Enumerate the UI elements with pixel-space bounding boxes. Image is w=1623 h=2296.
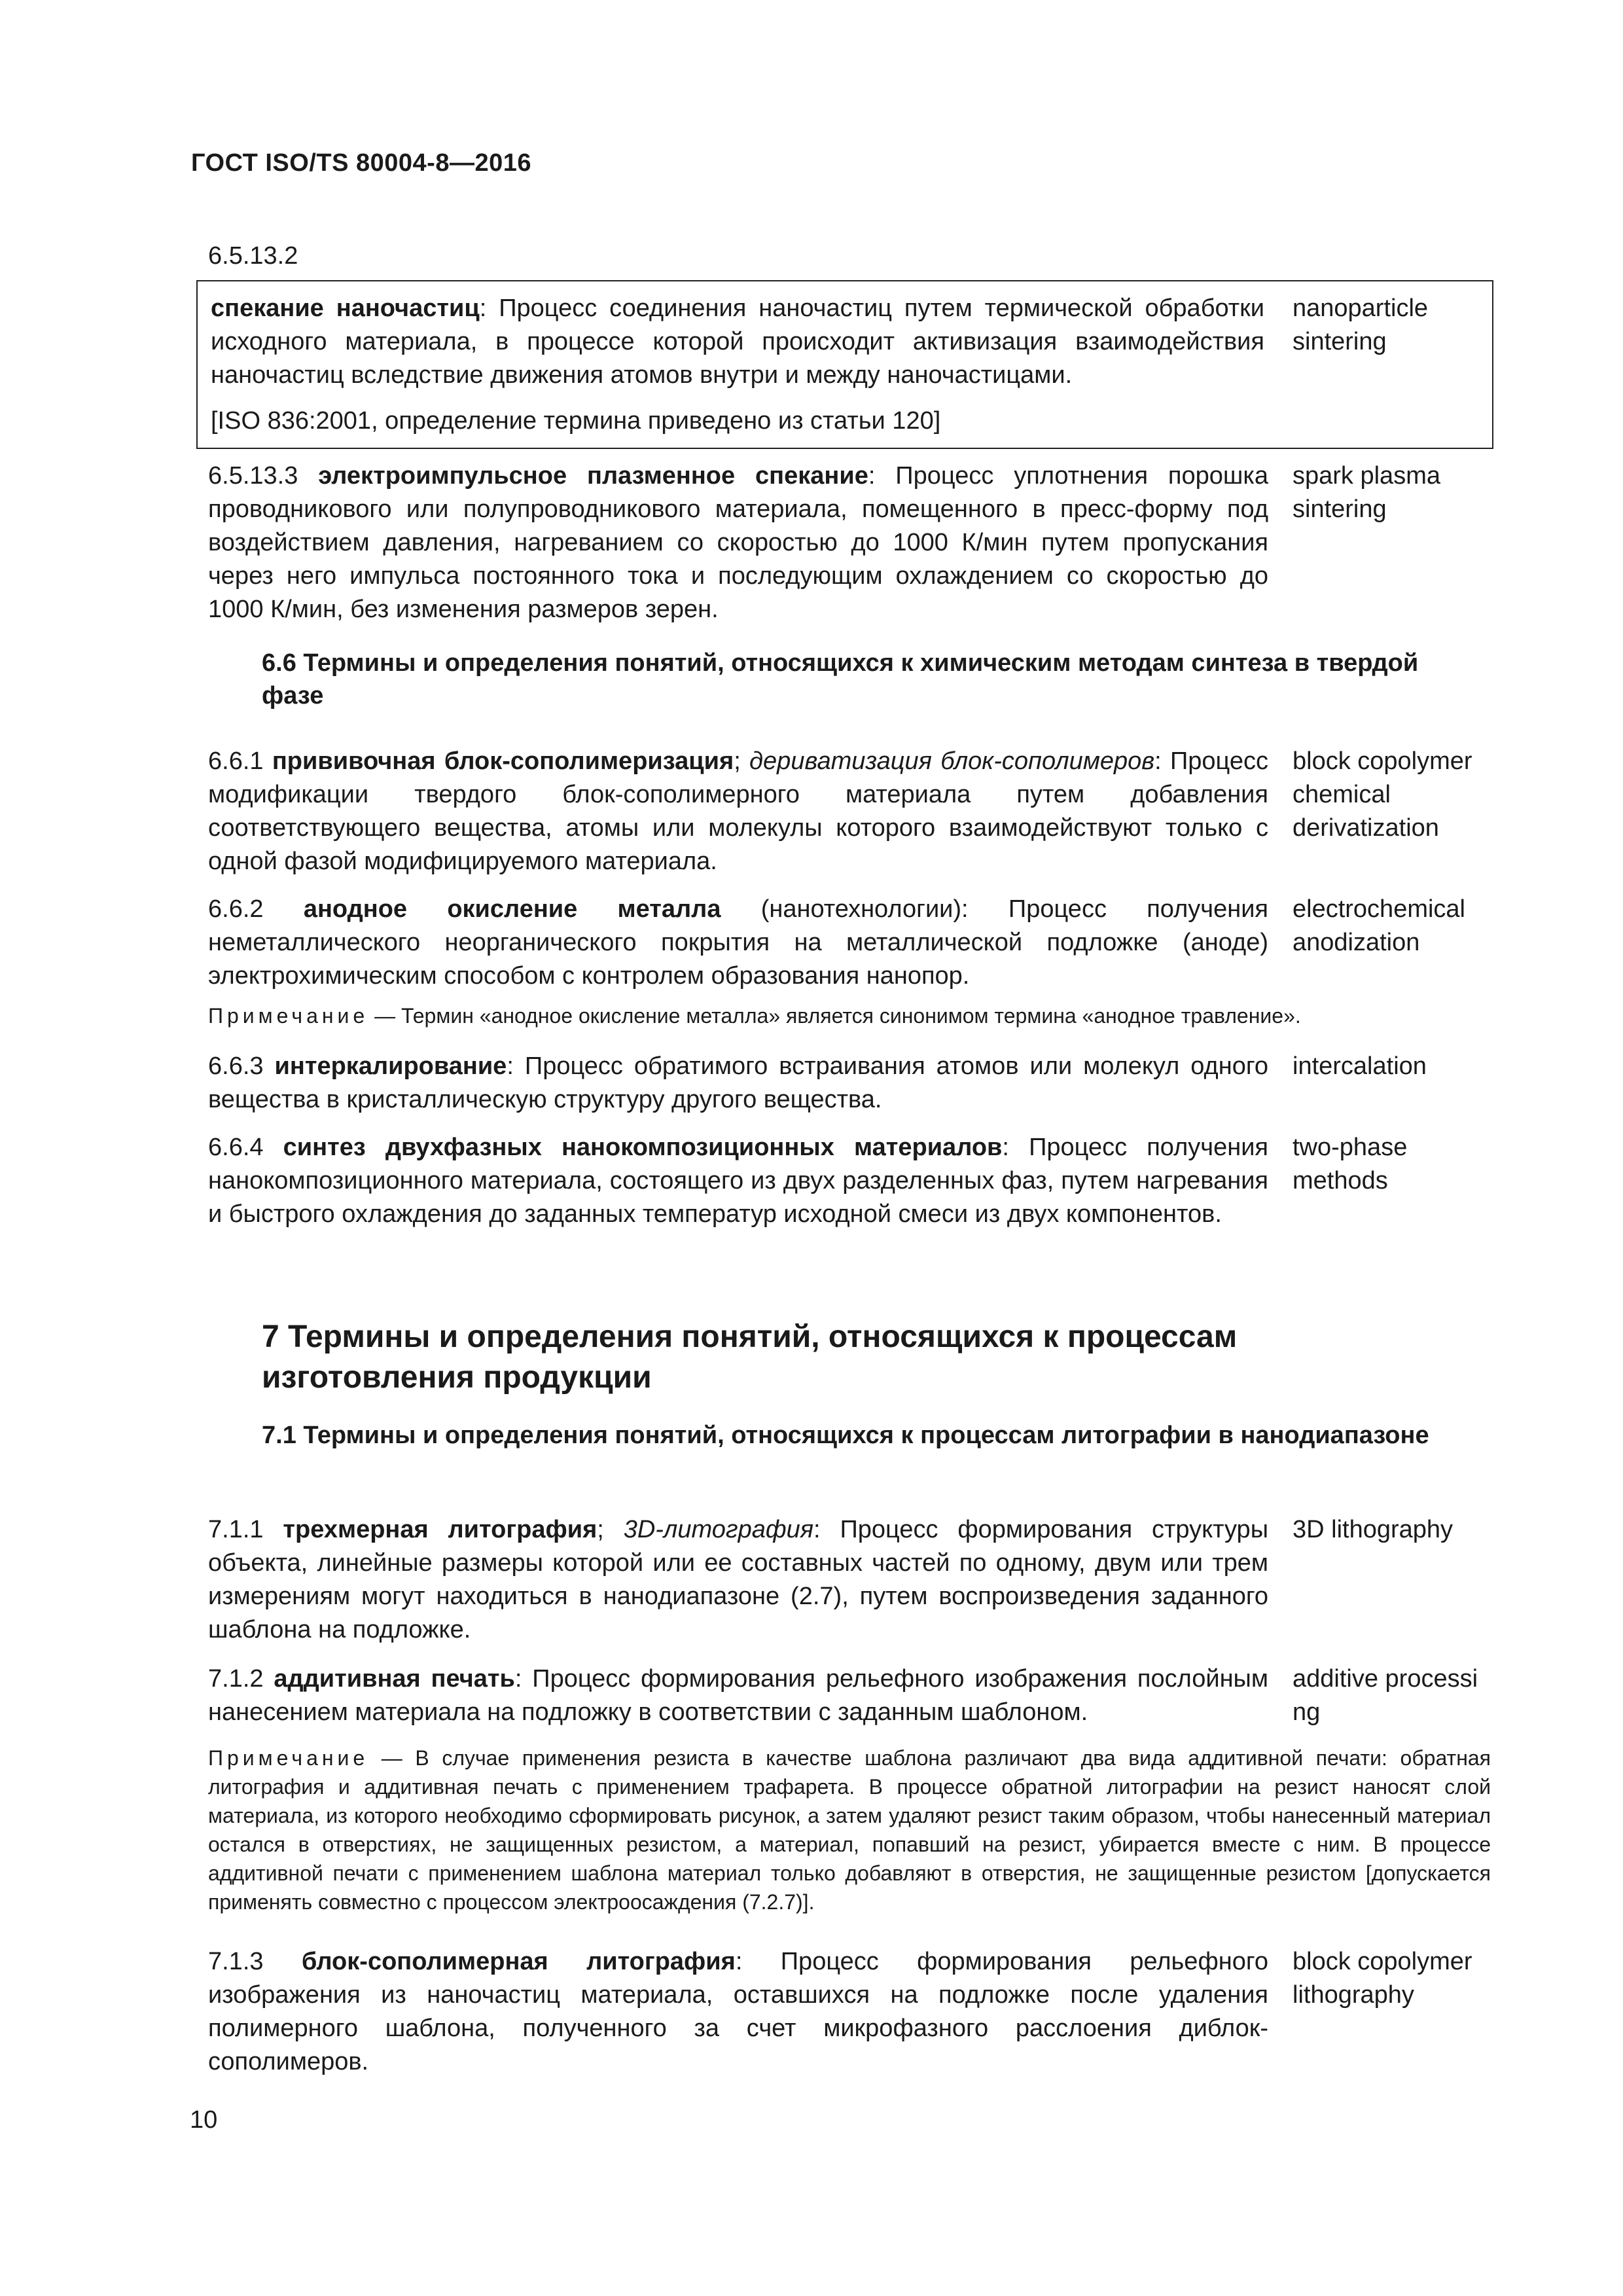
term-entry-6-5-13-2	[211, 292, 1264, 392]
term-name: аддитивная печать	[274, 1665, 515, 1693]
english-equivalent: intercalation	[1293, 1052, 1427, 1080]
term-separator: ;	[597, 1516, 624, 1543]
term-entry-6-5-13-3	[208, 459, 1268, 626]
term-name: прививочная блок-сополимеризация	[272, 747, 734, 775]
term-entry-6-6-4	[208, 1131, 1268, 1231]
term-definition: : Процесс формирования рельефного изображения послойным нанесением материала на подложку в соответствии с заданным шаблоном.	[208, 1665, 1268, 1726]
term-entry-7-1-2	[208, 1662, 1268, 1729]
term-number: 7.1.3	[208, 1948, 264, 1975]
note-label: Примечание	[208, 1004, 369, 1028]
english-equivalent: block copolymer chemical derivatization	[1293, 747, 1472, 842]
term-definition: : Процесс формирования рельефного изображения из наночастиц материала, оставшихся на подложке после удаления полимерного шаблона, полученного за счет микрофазного расслоения диблок-сополимеров.	[208, 1948, 1268, 2075]
term-entry-6-6-2	[208, 893, 1268, 993]
english-equivalent: additive processing	[1293, 1665, 1478, 1726]
note-text: — Термин «анодное окисление металла» является синонимом термина «анодное травление».	[368, 1004, 1301, 1028]
term-definition: : Процесс уплотнения порошка проводникового или полупроводникового материала, помещенного в пресс-форму под воздействием давления, нагреванием со скоростью до 1000 К/мин путем пропускания через него импульса постоянного тока и последующим охлаждением со скоростью до 1000 К/мин, без изменения размеров зерен.	[208, 462, 1268, 623]
term-name: трехмерная литография	[283, 1516, 597, 1543]
term-name: анодное окисление металла	[303, 895, 721, 923]
term-name: блок-сополимерная литография	[301, 1948, 736, 1975]
term-number: 6.6.2	[208, 895, 264, 923]
term-name: спекание наночастиц	[211, 295, 480, 322]
term-entry-6-6-1	[208, 745, 1268, 878]
term-number: 6.6.4	[208, 1134, 264, 1161]
note-7-1-2	[208, 1744, 1491, 1916]
term-entry-7-1-1	[208, 1513, 1268, 1647]
note-6-6-2	[208, 1001, 1491, 1030]
term-number: 6.6.1	[208, 747, 264, 775]
term-name: синтез двухфазных нанокомпозиционных материалов	[283, 1134, 1003, 1161]
english-equivalent: electrochemical anodization	[1293, 895, 1465, 956]
term-definition: : Процесс получения нанокомпозиционного материала, состоящего из двух разделенных фаз, путем нагревания и быстрого охлаждения до заданных температур исходной смеси из двух компонентов.	[208, 1134, 1268, 1228]
standard-designation: ГОСТ ISO/TS 80004-8—2016	[191, 149, 531, 177]
term-separator: ;	[734, 747, 750, 775]
section-heading-6-6: 6.6 Термины и определения понятий, относящихся к химическим методам синтеза в твердой фазе	[262, 649, 1419, 709]
term-synonym: дериватизация блок-сополимеров	[749, 747, 1155, 775]
term-source: [ISO 836:2001, определение термина приведено из статьи 120]	[211, 407, 941, 435]
note-label: Примечание	[208, 1746, 369, 1770]
term-definition: : Процесс соединения наночастиц путем термической обработки исходного материала, в процессе которой происходит активизация взаимодействия наночастиц вследствие движения атомов внутри и между наночастицами.	[211, 295, 1265, 389]
term-definition: : Процесс формирования структуры объекта, линейные размеры которой или ее составных частей по одному, двум или трем измерениям могут находиться в нанодиапазоне (2.7), путем воспроизведения заданного шаблона на подложке.	[208, 1516, 1269, 1643]
page-number: 10	[190, 2106, 218, 2134]
english-equivalent: 3D lithography	[1293, 1516, 1454, 1543]
chapter-heading-7: 7 Термины и определения понятий, относящихся к процессам изготовления продукции	[262, 1319, 1238, 1395]
term-definition: : Процесс модификации твердого блок-сополимерного материала путем добавления соответствующего вещества, атомы или молекулы которого взаимодействуют только с одной фазой модифицируемого материала.	[208, 747, 1269, 875]
term-definition: : Процесс обратимого встраивания атомов или молекул одного вещества в кристаллическую структуру другого вещества.	[208, 1052, 1268, 1113]
term-number: 6.5.13.2	[208, 242, 298, 270]
term-number: 7.1.2	[208, 1665, 264, 1693]
english-equivalent: nanoparticle sintering	[1293, 295, 1429, 355]
term-definition: (нанотехнологии): Процесс получения неметаллического неорганического покрытия на металлической подложке (аноде) электрохимическим способом с контролем образования нанопор.	[208, 895, 1268, 990]
term-entry-6-6-3	[208, 1050, 1268, 1117]
section-heading-7-1: 7.1 Термины и определения понятий, относящихся к процессам литографии в нанодиапазоне	[262, 1422, 1429, 1449]
term-number: 6.6.3	[208, 1052, 264, 1080]
note-text: — В случае применения резиста в качестве шаблона различают два вида аддитивной печати: обратная литография и аддитивная печать с применением трафарета. В процессе обратной литографии на резист наносят слой материала, из которого необходимо сформировать рисунок, а затем удаляют резист таким образом, чтобы нанесенный материал остался в отверстиях, не защищенных резистом, а материал, попавший на резист, убирается вместе с ним. В процессе аддитивной печати с применением шаблона материал только добавляют в отверстия, не защищенные резистом [допускается применять совместно с процессом электроосаждения (7.2.7)].	[208, 1746, 1491, 1914]
term-name: электроимпульсное плазменное спекание	[318, 462, 868, 490]
english-equivalent: block copolymer lithography	[1293, 1948, 1472, 2009]
english-equivalent: spark plasma sintering	[1293, 462, 1440, 523]
term-number: 7.1.1	[208, 1516, 264, 1543]
term-entry-7-1-3	[208, 1945, 1268, 2079]
term-synonym: 3D-литография	[623, 1516, 814, 1543]
english-equivalent: two-phase methods	[1293, 1134, 1408, 1194]
term-number: 6.5.13.3	[208, 462, 298, 490]
term-name: интеркалирование	[274, 1052, 507, 1080]
